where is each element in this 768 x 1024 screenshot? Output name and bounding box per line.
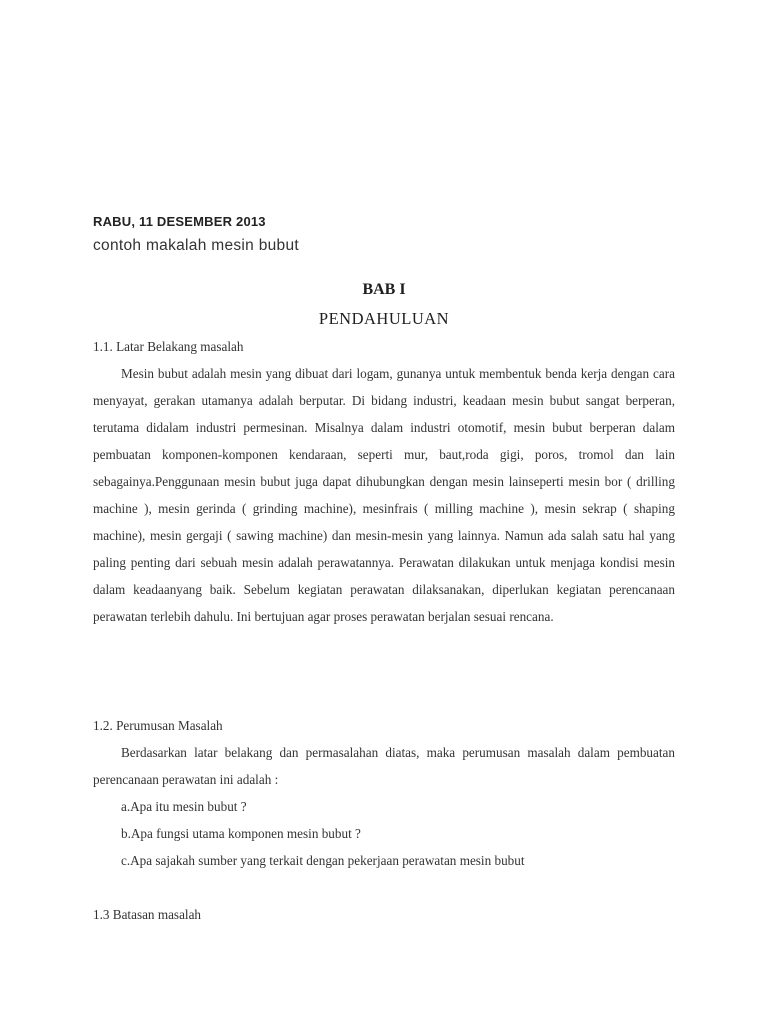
list-item: a.Apa itu mesin bubut ? [121,799,247,814]
chapter-title: PENDAHULUAN [318,309,450,328]
chapter-number: BAB I [362,281,406,298]
section-paragraph-1-2: Berdasarkan latar belakang dan permasalahan diatas, maka perumusan masalah dalam pembuatan perencanaan perawatan ini adalah : [93,745,675,787]
section-heading-1-1: 1.1. Latar Belakang masalah [93,339,244,354]
problem-list [121,793,525,874]
list-item: c.Apa sajakah sumber yang terkait dengan pekerjaan perawatan mesin bubut [121,853,525,868]
section-paragraph-1-1: Mesin bubut adalah mesin yang dibuat dari logam, gunanya untuk membentuk benda kerja dengan cara menyayat, gerakan utamanya adalah berputar. Di bidang industri, keadaan mesin bubut sangat berperan, terutama didalam industri permesinan. Misalnya dalam industri otomotif, mesin bubut berperan dalam pembuatan komponen-komponen kendaraan, seperti mur, baut,roda gigi, poros, tromol dan lain sebagainya.Penggunaan mesin bubut juga dapat dihubungkan dengan mesin lainseperti mesin bor ( drilling machine ), mesin gerinda ( grinding machine), mesinfrais ( milling machine ), mesin sekrap ( shaping machine), mesin gergaji ( sawing machine) dan mesin-mesin yang lainnya. Namun ada salah satu hal yang paling penting dari sebuah mesin adalah perawatannya. Perawatan dilakukan untuk menjaga kondisi mesin dalam keadaanyang baik. Sebelum kegiatan perawatan dilaksanakan, diperlukan kegiatan perencanaan perawatan terlebih dahulu. Ini bertujuan agar proses perawatan berjalan sesuai rencana. [93,366,675,624]
section-heading-1-2: 1.2. Perumusan Masalah [93,718,223,733]
post-title[interactable]: contoh makalah mesin bubut [93,237,299,254]
post-date: RABU, 11 DESEMBER 2013 [93,214,266,229]
list-item: b.Apa fungsi utama komponen mesin bubut ? [121,826,361,841]
section-heading-1-3: 1.3 Batasan masalah [93,907,202,922]
